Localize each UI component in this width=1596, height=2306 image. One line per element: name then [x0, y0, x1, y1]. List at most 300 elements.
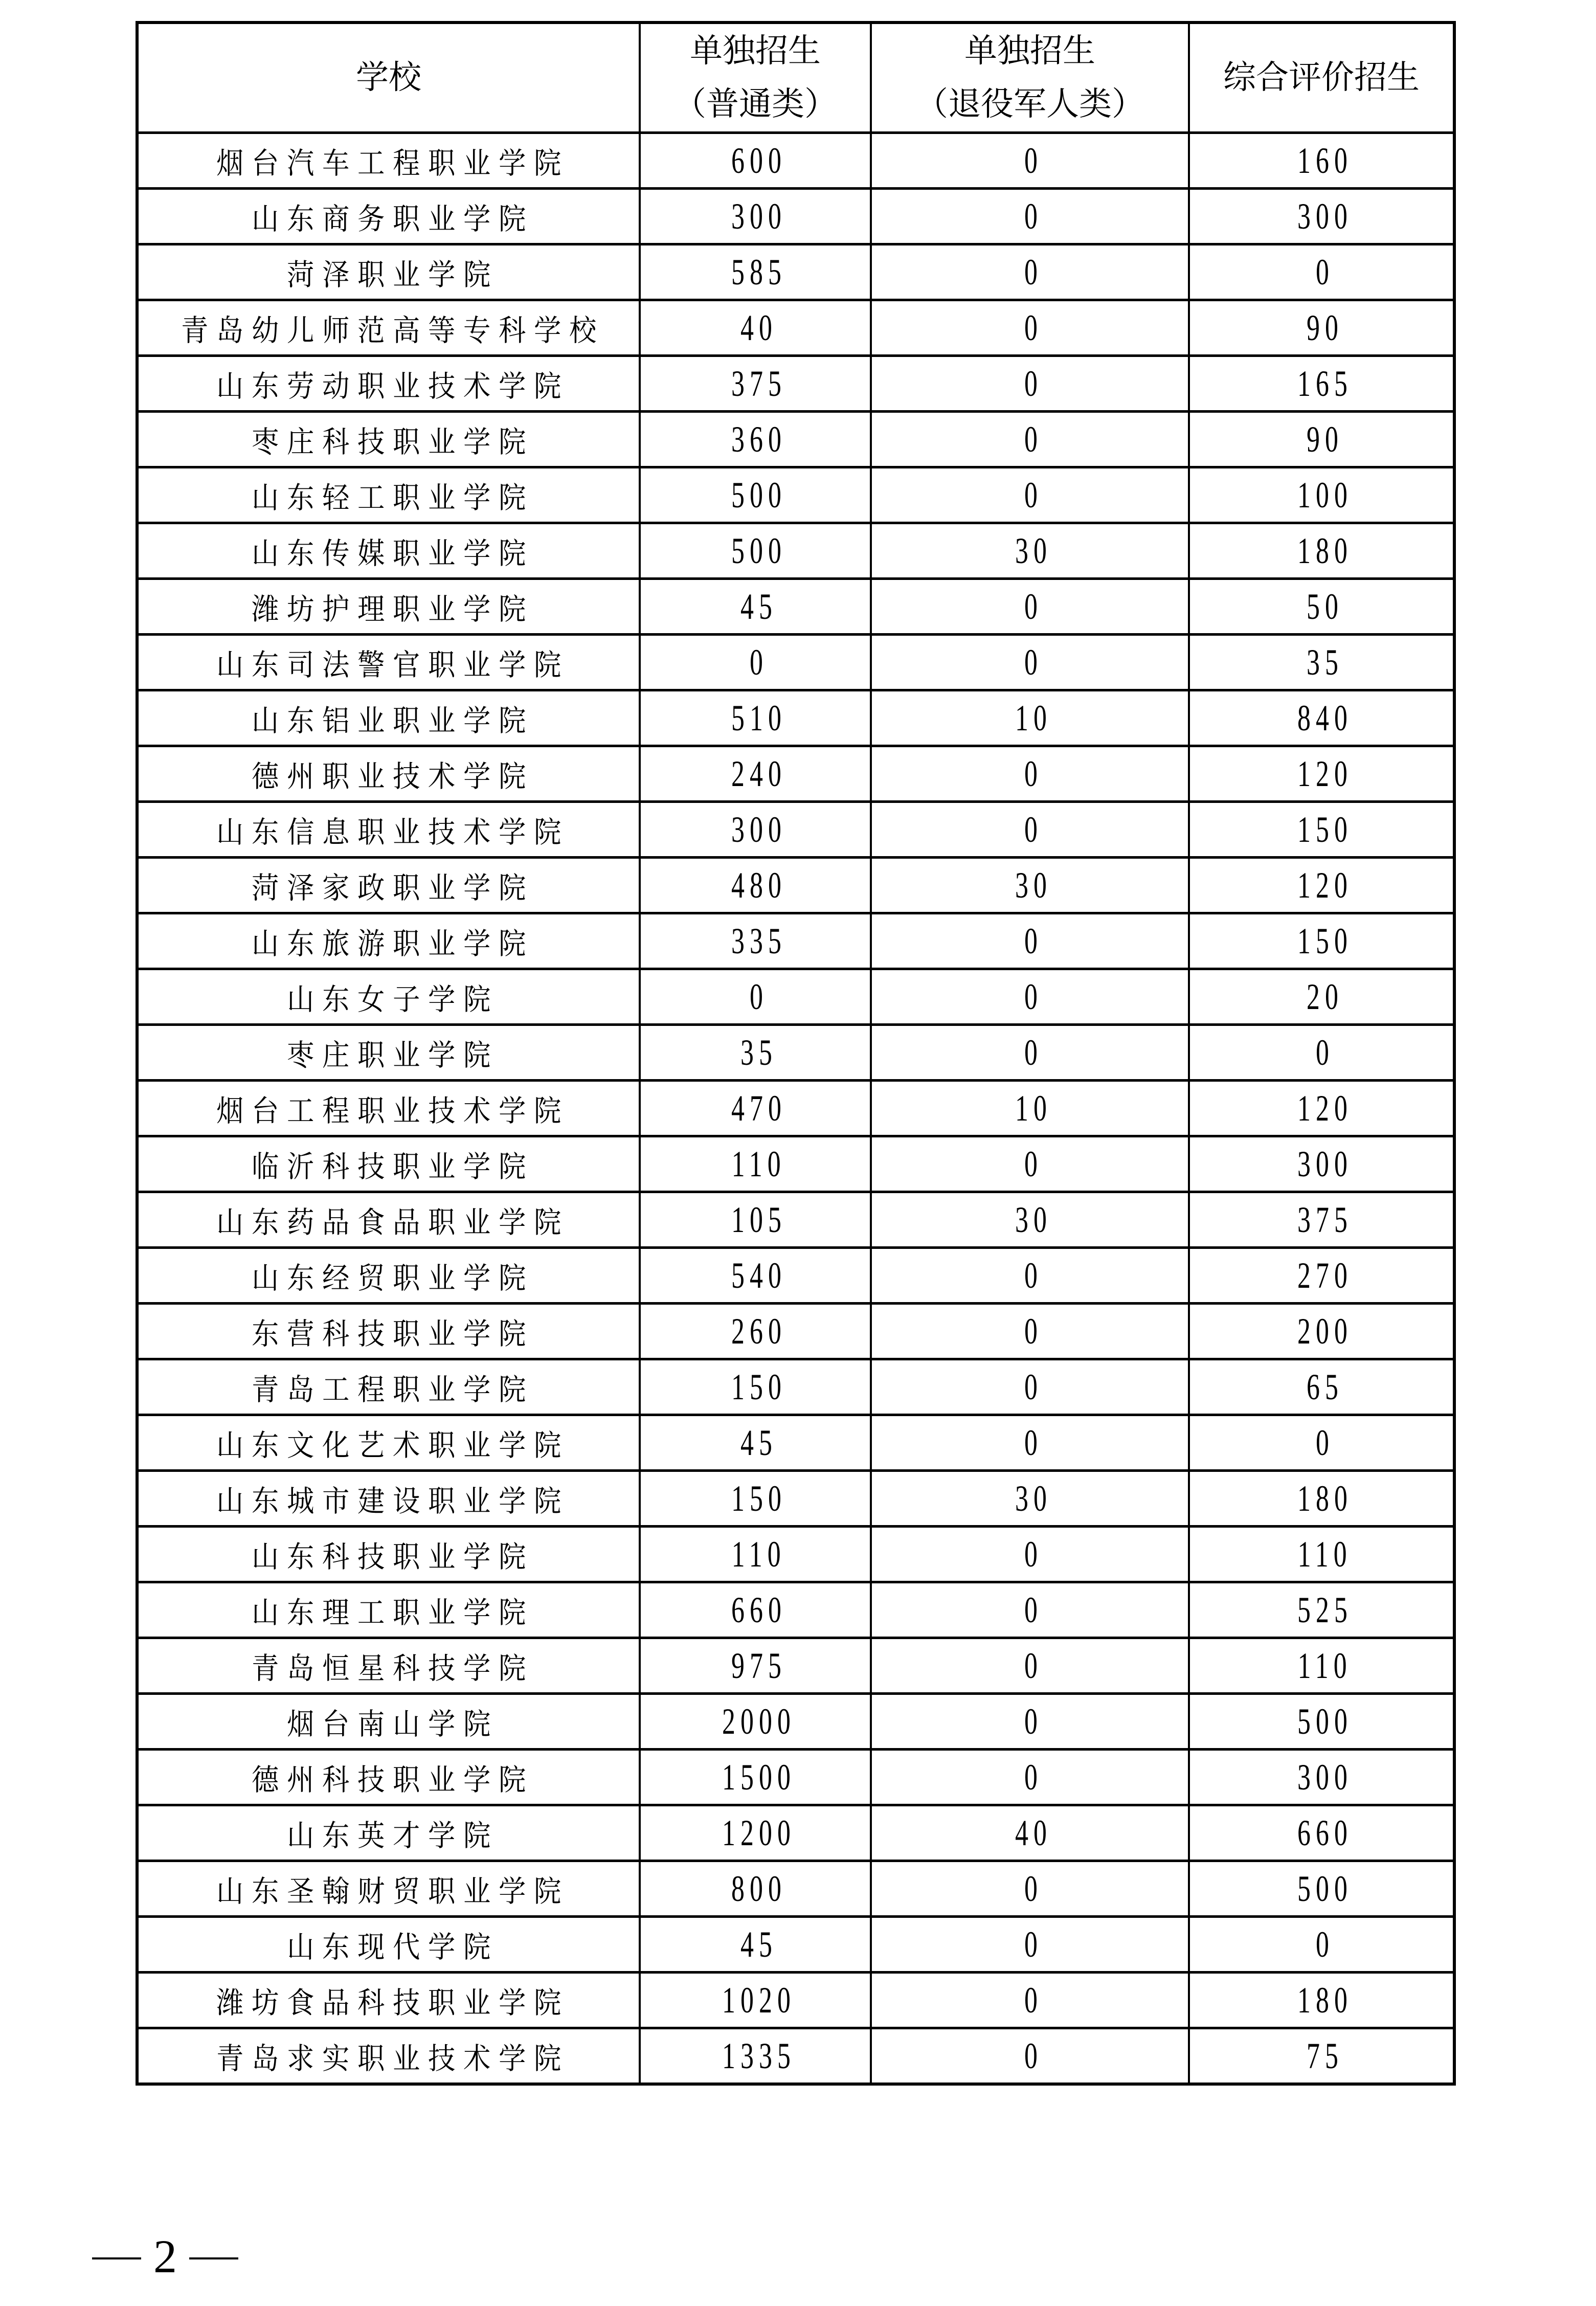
cell-general-text: 45 [740, 1422, 777, 1463]
cell-school [137, 1415, 640, 1471]
header-independent-general-line2: （普通类） [673, 85, 837, 123]
cell-veterans-text: 0 [1024, 1255, 1043, 1296]
cell-general [640, 1582, 871, 1638]
cell-general-text: 110 [731, 1143, 786, 1184]
cell-general-text: 1335 [722, 2035, 796, 2076]
header-independent-veterans-line1: 单独招生 [964, 32, 1095, 70]
page-number: 2 [153, 2230, 177, 2282]
table-row [137, 690, 1454, 746]
cell-veterans-text: 0 [1024, 1645, 1043, 1686]
cell-veterans [871, 1973, 1189, 2028]
cell-school [137, 913, 640, 969]
cell-school [137, 1471, 640, 1527]
cell-school-text: 青岛恒星科技学院 [252, 1651, 534, 1686]
cell-school-text: 山东轻工职业学院 [252, 480, 534, 515]
table-row [137, 913, 1454, 969]
table-row [137, 858, 1454, 913]
cell-comprehensive [1189, 1582, 1454, 1638]
cell-general-text: 660 [731, 1589, 786, 1630]
cell-comprehensive [1189, 1081, 1454, 1136]
cell-veterans-text: 0 [1024, 641, 1043, 683]
cell-school-text: 潍坊食品科技职业学院 [216, 1985, 570, 2020]
cell-veterans-text: 30 [1015, 530, 1052, 571]
cell-comprehensive-text: 120 [1297, 753, 1353, 794]
cell-comprehensive-text: 0 [1316, 1032, 1334, 1073]
cell-comprehensive-text: 160 [1297, 140, 1353, 181]
table-row [137, 969, 1454, 1025]
cell-general-text: 150 [731, 1477, 786, 1519]
cell-comprehensive-text: 0 [1316, 1923, 1334, 1965]
table-row [137, 1248, 1454, 1304]
cell-veterans-text: 0 [1024, 307, 1043, 348]
cell-general [640, 1471, 871, 1527]
cell-school-text: 枣庄职业学院 [287, 1038, 499, 1072]
cell-comprehensive [1189, 802, 1454, 858]
cell-school-text: 山东女子学院 [287, 982, 499, 1017]
table-row [137, 746, 1454, 802]
cell-comprehensive-text: 150 [1297, 920, 1353, 961]
header-comprehensive: 综合评价招生 [1189, 23, 1454, 133]
cell-school-text: 山东英才学院 [287, 1818, 499, 1853]
cell-school-text: 青岛幼儿师范高等专科学校 [181, 313, 605, 348]
cell-comprehensive [1189, 1359, 1454, 1415]
cell-school-text: 山东文化艺术职业学院 [216, 1428, 570, 1463]
cell-general-text: 45 [740, 1923, 777, 1965]
cell-school [137, 356, 640, 412]
cell-comprehensive-text: 840 [1297, 697, 1353, 738]
cell-comprehensive [1189, 1025, 1454, 1081]
cell-comprehensive-text: 110 [1297, 1645, 1353, 1686]
table-row [137, 412, 1454, 467]
table-row [137, 1192, 1454, 1248]
cell-school [137, 244, 640, 300]
table-row [137, 1527, 1454, 1582]
cell-comprehensive-text: 0 [1316, 251, 1334, 293]
cell-general [640, 1081, 871, 1136]
cell-comprehensive-text: 300 [1297, 1756, 1353, 1798]
cell-veterans-text: 0 [1024, 1923, 1043, 1965]
cell-comprehensive [1189, 1527, 1454, 1582]
cell-school-text: 烟台工程职业技术学院 [216, 1093, 570, 1128]
cell-general-text: 110 [731, 1533, 786, 1575]
cell-comprehensive-text: 300 [1297, 195, 1353, 237]
cell-veterans [871, 690, 1189, 746]
cell-veterans [871, 1304, 1189, 1359]
cell-veterans [871, 1081, 1189, 1136]
table-body [137, 133, 1454, 2085]
cell-comprehensive-text: 35 [1307, 641, 1343, 683]
cell-veterans [871, 412, 1189, 467]
cell-general-text: 1500 [722, 1756, 796, 1798]
cell-general-text: 2000 [722, 1700, 796, 1742]
cell-school [137, 1750, 640, 1805]
cell-general-text: 0 [750, 976, 768, 1017]
cell-school-text: 烟台汽车工程职业学院 [216, 146, 570, 181]
cell-school [137, 1638, 640, 1694]
cell-comprehensive [1189, 244, 1454, 300]
cell-general-text: 35 [740, 1032, 777, 1073]
cell-comprehensive-text: 525 [1297, 1589, 1353, 1630]
cell-comprehensive [1189, 2028, 1454, 2085]
cell-veterans [871, 913, 1189, 969]
cell-comprehensive [1189, 858, 1454, 913]
cell-veterans-text: 0 [1024, 1979, 1043, 2021]
cell-veterans-text: 0 [1024, 363, 1043, 404]
cell-veterans [871, 1136, 1189, 1192]
cell-comprehensive [1189, 690, 1454, 746]
cell-comprehensive-text: 180 [1297, 530, 1353, 571]
cell-veterans-text: 0 [1024, 1700, 1043, 1742]
cell-school [137, 1081, 640, 1136]
cell-comprehensive-text: 65 [1307, 1366, 1343, 1407]
cell-general-text: 800 [731, 1868, 786, 1909]
cell-veterans-text: 10 [1015, 697, 1052, 738]
cell-school [137, 635, 640, 690]
cell-school-text: 山东科技职业学院 [252, 1539, 534, 1574]
cell-veterans-text: 0 [1024, 1533, 1043, 1575]
cell-general [640, 1973, 871, 2028]
page-footer [92, 2231, 238, 2282]
cell-school-text: 菏泽家政职业学院 [252, 870, 534, 905]
cell-comprehensive-text: 20 [1307, 976, 1343, 1017]
table-header-row [137, 23, 1454, 133]
cell-general [640, 1248, 871, 1304]
cell-veterans [871, 635, 1189, 690]
cell-general [640, 1750, 871, 1805]
cell-comprehensive-text: 375 [1297, 1199, 1353, 1240]
cell-comprehensive [1189, 746, 1454, 802]
cell-school [137, 523, 640, 579]
cell-general [640, 913, 871, 969]
cell-comprehensive-text: 300 [1297, 1143, 1353, 1184]
cell-veterans [871, 579, 1189, 635]
table-row [137, 1973, 1454, 2028]
table-row [137, 1415, 1454, 1471]
cell-school [137, 1359, 640, 1415]
cell-general [640, 1359, 871, 1415]
cell-veterans [871, 1471, 1189, 1527]
table-row [137, 1750, 1454, 1805]
cell-veterans [871, 1638, 1189, 1694]
cell-school-text: 山东传媒职业学院 [252, 536, 534, 571]
cell-comprehensive-text: 500 [1297, 1700, 1353, 1742]
table-row [137, 1304, 1454, 1359]
cell-veterans [871, 300, 1189, 356]
cell-school [137, 189, 640, 244]
table-row [137, 802, 1454, 858]
table-row [137, 635, 1454, 690]
cell-veterans-text: 30 [1015, 864, 1052, 906]
cell-veterans [871, 1694, 1189, 1750]
cell-general-text: 300 [731, 195, 786, 237]
cell-general [640, 1025, 871, 1081]
cell-school [137, 1805, 640, 1861]
cell-comprehensive-text: 90 [1307, 307, 1343, 348]
cell-general [640, 802, 871, 858]
table-row [137, 1582, 1454, 1638]
enrollment-table [136, 21, 1456, 2086]
cell-comprehensive [1189, 467, 1454, 523]
table-row [137, 1638, 1454, 1694]
table-row [137, 1081, 1454, 1136]
cell-general-text: 240 [731, 753, 786, 794]
cell-veterans [871, 1192, 1189, 1248]
cell-comprehensive [1189, 635, 1454, 690]
cell-general [640, 746, 871, 802]
cell-school [137, 690, 640, 746]
cell-general [640, 858, 871, 913]
cell-veterans-text: 0 [1024, 1143, 1043, 1184]
cell-school [137, 133, 640, 189]
cell-veterans [871, 746, 1189, 802]
cell-school [137, 1582, 640, 1638]
table-row [137, 133, 1454, 189]
cell-veterans-text: 0 [1024, 1756, 1043, 1798]
table-row [137, 300, 1454, 356]
cell-school-text: 东营科技职业学院 [252, 1316, 534, 1351]
table-row [137, 1136, 1454, 1192]
cell-veterans-text: 0 [1024, 1422, 1043, 1463]
cell-comprehensive [1189, 1638, 1454, 1694]
cell-school-text: 山东现代学院 [287, 1930, 499, 1964]
cell-comprehensive [1189, 133, 1454, 189]
cell-school-text: 山东理工职业学院 [252, 1595, 534, 1630]
cell-general-text: 335 [731, 920, 786, 961]
cell-general [640, 133, 871, 189]
cell-general-text: 1200 [722, 1812, 796, 1853]
cell-veterans [871, 1527, 1189, 1582]
cell-general [640, 1694, 871, 1750]
cell-general-text: 260 [731, 1310, 786, 1352]
cell-comprehensive [1189, 1861, 1454, 1917]
cell-general [640, 1638, 871, 1694]
cell-veterans [871, 858, 1189, 913]
cell-veterans [871, 802, 1189, 858]
cell-veterans [871, 189, 1189, 244]
header-independent-general [640, 23, 871, 133]
cell-veterans-text: 30 [1015, 1199, 1052, 1240]
cell-comprehensive [1189, 1192, 1454, 1248]
cell-school-text: 山东劳动职业技术学院 [216, 369, 570, 404]
cell-school-text: 山东旅游职业学院 [252, 926, 534, 961]
cell-school-text: 青岛工程职业学院 [252, 1372, 534, 1407]
cell-school [137, 1136, 640, 1192]
cell-school [137, 858, 640, 913]
dash-left [92, 2257, 141, 2259]
cell-veterans [871, 1415, 1189, 1471]
cell-comprehensive-text: 100 [1297, 474, 1353, 516]
cell-general [640, 189, 871, 244]
cell-general-text: 540 [731, 1255, 786, 1296]
cell-general-text: 600 [731, 140, 786, 181]
cell-school-text: 山东司法警官职业学院 [216, 647, 570, 682]
table-row [137, 1917, 1454, 1973]
cell-veterans-text: 0 [1024, 2035, 1043, 2076]
cell-comprehensive-text: 500 [1297, 1868, 1353, 1909]
cell-general-text: 360 [731, 418, 786, 460]
cell-general [640, 690, 871, 746]
cell-veterans-text: 10 [1015, 1087, 1052, 1129]
cell-comprehensive-text: 50 [1307, 586, 1343, 627]
cell-general-text: 510 [731, 697, 786, 738]
cell-comprehensive [1189, 1304, 1454, 1359]
cell-comprehensive-text: 270 [1297, 1255, 1353, 1296]
cell-veterans-text: 0 [1024, 1032, 1043, 1073]
cell-school [137, 467, 640, 523]
cell-comprehensive [1189, 969, 1454, 1025]
cell-comprehensive-text: 110 [1297, 1533, 1353, 1575]
cell-comprehensive-text: 0 [1316, 1422, 1334, 1463]
cell-comprehensive-text: 150 [1297, 809, 1353, 850]
header-school: 学校 [137, 23, 640, 133]
cell-comprehensive [1189, 300, 1454, 356]
cell-general [640, 523, 871, 579]
table-row [137, 189, 1454, 244]
cell-comprehensive [1189, 579, 1454, 635]
cell-school-text: 德州职业技术学院 [252, 759, 534, 794]
cell-general [640, 1917, 871, 1973]
table-row [137, 1471, 1454, 1527]
cell-general-text: 585 [731, 251, 786, 293]
table-row [137, 1025, 1454, 1081]
cell-veterans-text: 0 [1024, 1366, 1043, 1407]
cell-veterans-text: 0 [1024, 586, 1043, 627]
table-row [137, 523, 1454, 579]
cell-comprehensive [1189, 1694, 1454, 1750]
cell-school [137, 1192, 640, 1248]
cell-school [137, 1917, 640, 1973]
cell-comprehensive-text: 180 [1297, 1477, 1353, 1519]
cell-school [137, 2028, 640, 2085]
cell-comprehensive [1189, 1471, 1454, 1527]
cell-general-text: 480 [731, 864, 786, 906]
header-independent-general-line1: 单独招生 [690, 32, 821, 70]
cell-veterans [871, 1805, 1189, 1861]
cell-school-text: 山东信息职业技术学院 [216, 815, 570, 849]
cell-school-text: 枣庄科技职业学院 [252, 424, 534, 459]
cell-general [640, 1304, 871, 1359]
table-row [137, 244, 1454, 300]
cell-veterans-text: 0 [1024, 418, 1043, 460]
cell-general [640, 1527, 871, 1582]
cell-general [640, 467, 871, 523]
cell-school-text: 潍坊护理职业学院 [252, 592, 534, 626]
cell-general-text: 105 [731, 1199, 786, 1240]
cell-general [640, 635, 871, 690]
cell-veterans [871, 467, 1189, 523]
cell-school [137, 1694, 640, 1750]
cell-veterans [871, 1025, 1189, 1081]
cell-school [137, 579, 640, 635]
cell-general [640, 579, 871, 635]
cell-comprehensive [1189, 523, 1454, 579]
cell-school [137, 746, 640, 802]
cell-general-text: 150 [731, 1366, 786, 1407]
table-row [137, 2028, 1454, 2085]
table-row [137, 579, 1454, 635]
table-row [137, 1805, 1454, 1861]
cell-comprehensive-text: 200 [1297, 1310, 1353, 1352]
cell-veterans-text: 0 [1024, 976, 1043, 1017]
table-row [137, 467, 1454, 523]
cell-veterans [871, 244, 1189, 300]
cell-general-text: 40 [740, 307, 777, 348]
table-row [137, 1694, 1454, 1750]
cell-veterans [871, 1750, 1189, 1805]
cell-general [640, 1136, 871, 1192]
cell-general-text: 45 [740, 586, 777, 627]
cell-veterans [871, 356, 1189, 412]
table-row [137, 1359, 1454, 1415]
cell-general [640, 244, 871, 300]
cell-veterans [871, 1582, 1189, 1638]
cell-school-text: 临沂科技职业学院 [252, 1149, 534, 1184]
cell-comprehensive [1189, 1917, 1454, 1973]
cell-school-text: 山东铝业职业学院 [252, 703, 534, 738]
cell-comprehensive-text: 75 [1307, 2035, 1343, 2076]
cell-school-text: 山东城市建设职业学院 [216, 1484, 570, 1518]
cell-comprehensive [1189, 1750, 1454, 1805]
header-independent-veterans-line2: （退役军人类） [915, 85, 1144, 123]
cell-school-text: 德州科技职业学院 [252, 1762, 534, 1797]
cell-veterans-text: 0 [1024, 251, 1043, 293]
cell-school [137, 802, 640, 858]
cell-general [640, 300, 871, 356]
cell-school [137, 1527, 640, 1582]
cell-general [640, 1805, 871, 1861]
cell-comprehensive [1189, 412, 1454, 467]
cell-general-text: 470 [731, 1087, 786, 1129]
cell-veterans [871, 133, 1189, 189]
cell-veterans-text: 40 [1015, 1812, 1052, 1853]
cell-veterans-text: 0 [1024, 1589, 1043, 1630]
cell-comprehensive [1189, 189, 1454, 244]
cell-general-text: 1020 [722, 1979, 796, 2021]
cell-general [640, 1861, 871, 1917]
cell-school [137, 1973, 640, 2028]
cell-comprehensive [1189, 913, 1454, 969]
cell-veterans-text: 0 [1024, 920, 1043, 961]
table-row [137, 356, 1454, 412]
cell-school [137, 1025, 640, 1081]
cell-comprehensive-text: 90 [1307, 418, 1343, 460]
cell-general-text: 375 [731, 363, 786, 404]
cell-school [137, 1304, 640, 1359]
cell-comprehensive [1189, 1415, 1454, 1471]
cell-school-text: 山东商务职业学院 [252, 202, 534, 236]
cell-veterans-text: 0 [1024, 809, 1043, 850]
cell-veterans-text: 0 [1024, 195, 1043, 237]
cell-veterans [871, 1359, 1189, 1415]
table-row [137, 1861, 1454, 1917]
cell-general [640, 356, 871, 412]
cell-school-text: 菏泽职业学院 [287, 257, 499, 292]
cell-comprehensive [1189, 1248, 1454, 1304]
cell-general [640, 2028, 871, 2085]
cell-comprehensive-text: 180 [1297, 1979, 1353, 2021]
cell-school [137, 969, 640, 1025]
cell-veterans-text: 0 [1024, 1868, 1043, 1909]
cell-general-text: 500 [731, 474, 786, 516]
cell-school-text: 青岛求实职业技术学院 [216, 2041, 570, 2076]
cell-comprehensive-text: 120 [1297, 1087, 1353, 1129]
cell-veterans-text: 0 [1024, 1310, 1043, 1352]
cell-general [640, 1192, 871, 1248]
cell-veterans [871, 1917, 1189, 1973]
cell-school [137, 1248, 640, 1304]
cell-school [137, 300, 640, 356]
cell-school-text: 烟台南山学院 [287, 1707, 499, 1741]
